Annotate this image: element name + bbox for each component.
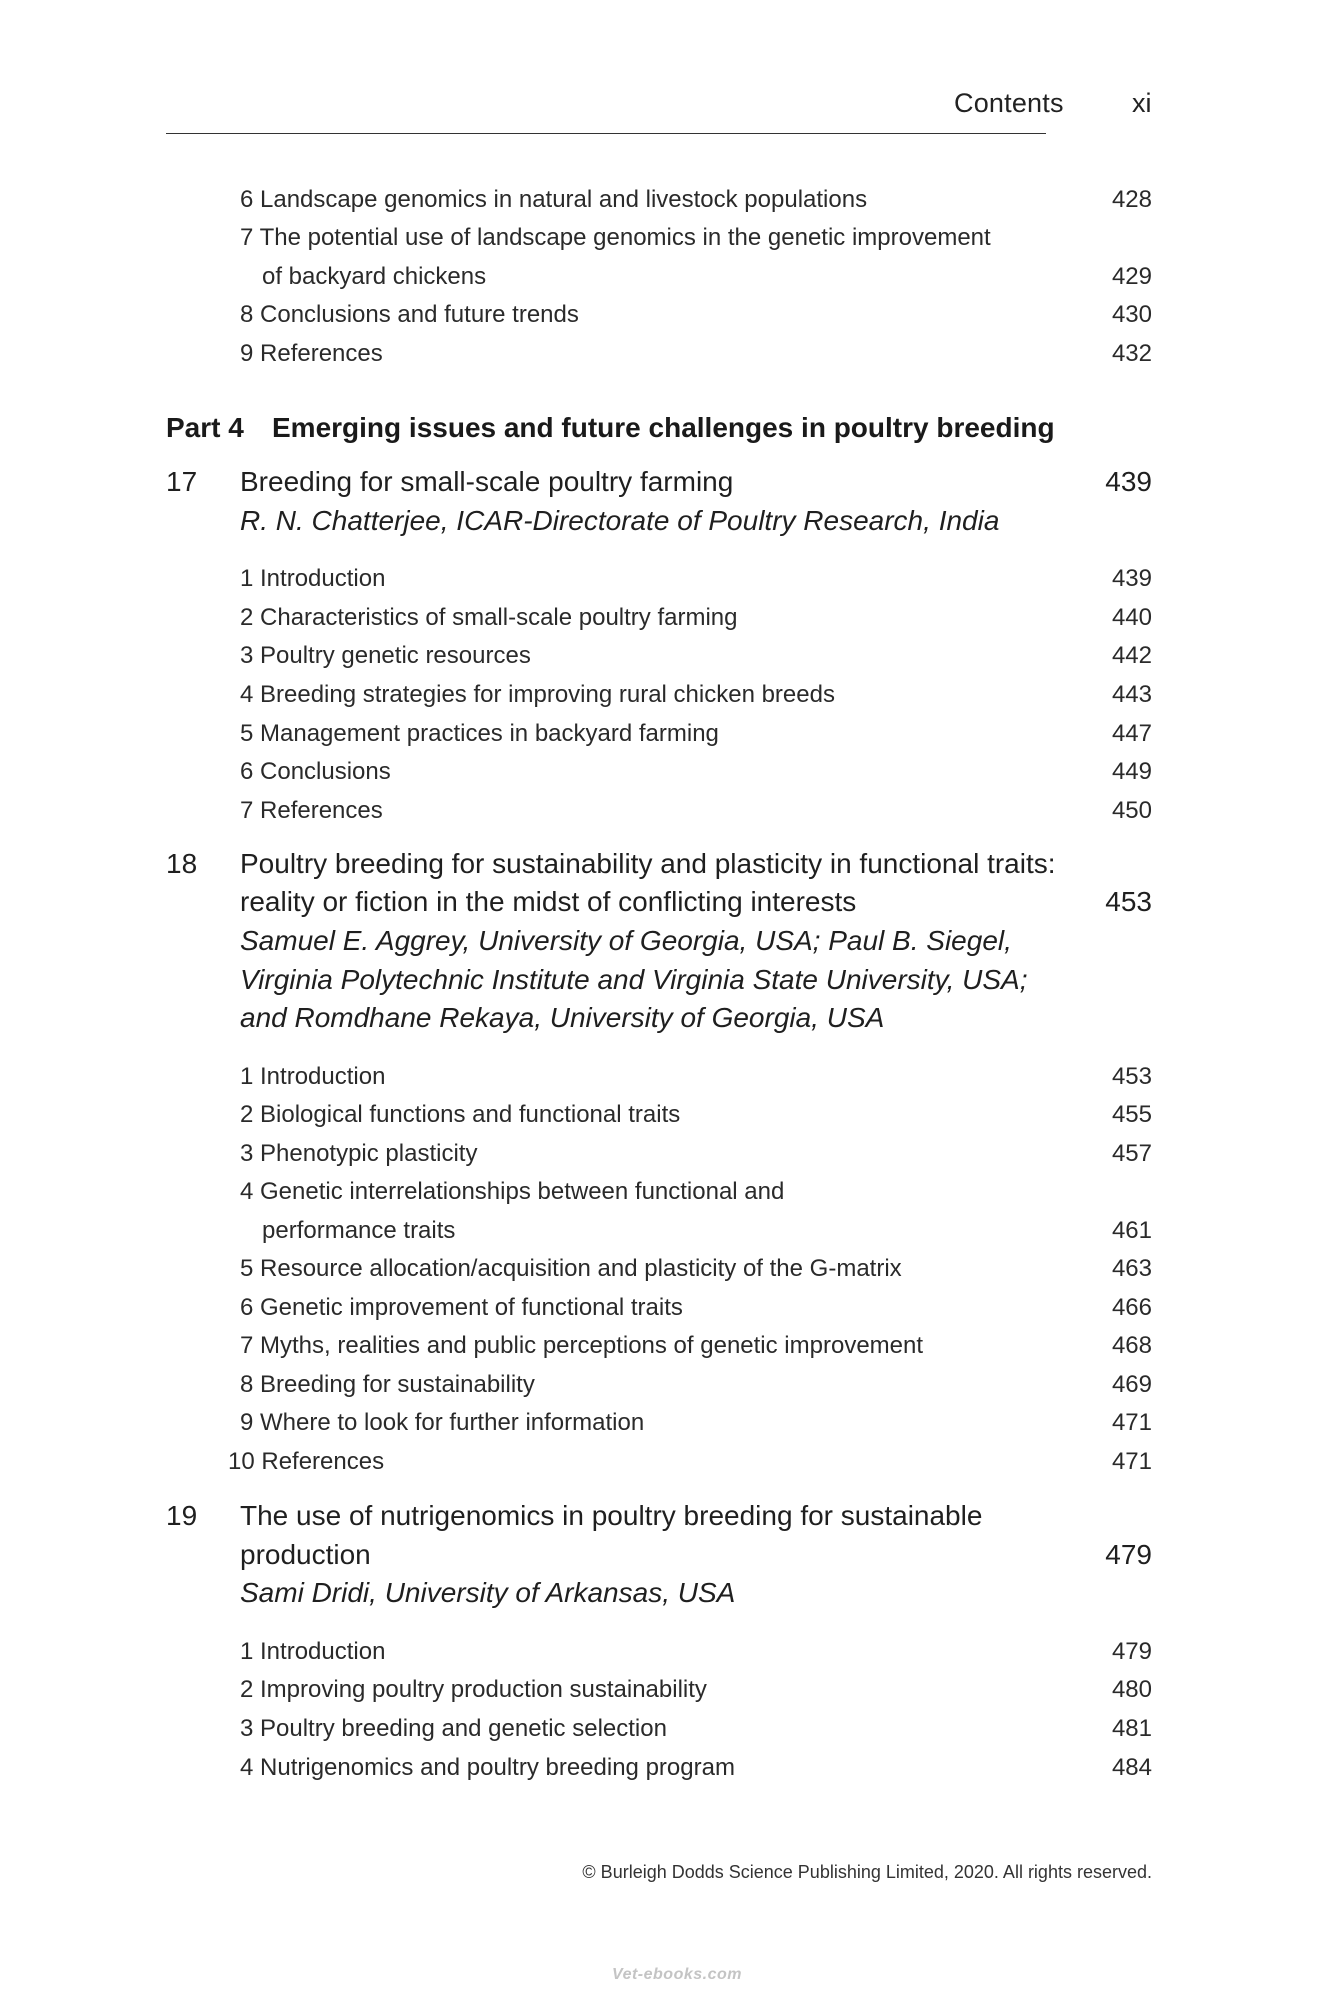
toc-section-page: 466 <box>1111 1294 1152 1321</box>
chapter-author: Sami Dridi, University of Arkansas, USA <box>240 1577 736 1608</box>
toc-section-entry: 2 Biological functions and functional traits <box>240 1101 681 1128</box>
toc-section-entry: 7 Myths, realities and public perceptions of genetic improvement <box>240 1332 924 1359</box>
toc-section-entry: 8 Conclusions and future trends <box>240 301 579 328</box>
chapter-number: 18 <box>166 848 198 879</box>
toc-section-entry: 4 Nutrigenomics and poultry breeding program <box>240 1754 735 1781</box>
toc-section-page: 447 <box>1111 720 1152 747</box>
toc-section-entry: 10 References <box>228 1448 385 1475</box>
chapter-page: 439 <box>1105 466 1152 497</box>
header-rule <box>166 133 1046 134</box>
toc-section-entry: 1 Introduction <box>240 565 386 592</box>
toc-section-page: 463 <box>1111 1255 1152 1282</box>
toc-section-page: 457 <box>1111 1140 1152 1167</box>
toc-section-entry: 1 Introduction <box>240 1638 386 1665</box>
toc-section-page: 469 <box>1111 1371 1152 1398</box>
toc-section-entry: 4 Genetic interrelationships between functional and <box>240 1178 785 1205</box>
running-header-title: Contents <box>954 88 1064 118</box>
part-title: Emerging issues and future challenges in poultry breeding <box>272 412 1055 443</box>
chapter-author: Virginia Polytechnic Institute and Virginia State University, USA; <box>240 964 1028 995</box>
toc-section-page: 471 <box>1111 1409 1152 1436</box>
toc-section-page: 481 <box>1111 1715 1152 1742</box>
toc-section-entry: 3 Poultry breeding and genetic selection <box>240 1715 667 1742</box>
toc-section-page: 428 <box>1111 186 1152 213</box>
toc-section-entry: 1 Introduction <box>240 1063 386 1090</box>
chapter-number: 17 <box>166 466 198 497</box>
toc-section-entry: 3 Poultry genetic resources <box>240 642 531 669</box>
toc-section-entry: 8 Breeding for sustainability <box>240 1371 535 1398</box>
toc-section-entry: 2 Improving poultry production sustainability <box>240 1676 707 1703</box>
chapter-title: The use of nutrigenomics in poultry breeding for sustainable <box>240 1500 983 1531</box>
toc-section-entry: 6 Conclusions <box>240 758 391 785</box>
toc-section-page: 450 <box>1111 797 1152 824</box>
toc-section-entry: 7 The potential use of landscape genomics in the genetic improvement <box>240 224 991 251</box>
toc-section-page: 471 <box>1111 1448 1152 1475</box>
chapter-title: Poultry breeding for sustainability and plasticity in functional traits: <box>240 848 1056 879</box>
chapter-author: and Romdhane Rekaya, University of Georgia, USA <box>240 1002 885 1033</box>
toc-section-entry: 9 References <box>240 340 383 367</box>
copyright-footer: © Burleigh Dodds Science Publishing Limited, 2020. All rights reserved. <box>582 1862 1152 1882</box>
toc-section-entry: 5 Management practices in backyard farming <box>240 720 719 747</box>
toc-section-page: 453 <box>1111 1063 1152 1090</box>
chapter-title-continued: production <box>240 1539 371 1570</box>
toc-section-page: 429 <box>1111 263 1152 290</box>
toc-section-entry: 4 Breeding strategies for improving rural chicken breeds <box>240 681 835 708</box>
toc-section-entry: 5 Resource allocation/acquisition and plasticity of the G-matrix <box>240 1255 902 1282</box>
watermark-logo: Vet-ebooks.com <box>612 1966 742 1983</box>
toc-section-page: 443 <box>1111 681 1152 708</box>
chapter-title-continued: reality or fiction in the midst of conflicting interests <box>240 886 857 917</box>
chapter-title: Breeding for small-scale poultry farming <box>240 466 734 497</box>
chapter-author: Samuel E. Aggrey, University of Georgia, USA; Paul B. Siegel, <box>240 925 1012 956</box>
toc-section-page: 480 <box>1111 1676 1152 1703</box>
toc-section-page: 449 <box>1111 758 1152 785</box>
toc-section-page: 432 <box>1111 340 1152 367</box>
toc-section-entry-continued: performance traits <box>262 1217 456 1244</box>
toc-section-page: 468 <box>1111 1332 1152 1359</box>
chapter-page: 453 <box>1105 886 1152 917</box>
toc-section-page: 479 <box>1111 1638 1152 1665</box>
toc-section-entry: 2 Characteristics of small-scale poultry farming <box>240 604 738 631</box>
toc-section-page: 430 <box>1111 301 1152 328</box>
toc-section-page: 440 <box>1111 604 1152 631</box>
toc-section-page: 442 <box>1111 642 1152 669</box>
toc-section-entry: 7 References <box>240 797 383 824</box>
toc-section-page: 439 <box>1111 565 1152 592</box>
toc-section-page: 455 <box>1111 1101 1152 1128</box>
chapter-page: 479 <box>1105 1539 1152 1570</box>
toc-section-entry: 6 Genetic improvement of functional traits <box>240 1294 683 1321</box>
part-label: Part 4 <box>166 412 244 443</box>
chapter-author: R. N. Chatterjee, ICAR-Directorate of Poultry Research, India <box>240 505 1000 536</box>
toc-section-entry: 9 Where to look for further information <box>240 1409 645 1436</box>
toc-section-entry: 3 Phenotypic plasticity <box>240 1140 478 1167</box>
toc-section-entry: 6 Landscape genomics in natural and livestock populations <box>240 186 868 213</box>
running-header-page-number: xi <box>1132 88 1152 118</box>
toc-section-page: 461 <box>1111 1217 1152 1244</box>
toc-section-entry-continued: of backyard chickens <box>262 263 487 290</box>
chapter-number: 19 <box>166 1500 198 1531</box>
toc-section-page: 484 <box>1111 1754 1152 1781</box>
